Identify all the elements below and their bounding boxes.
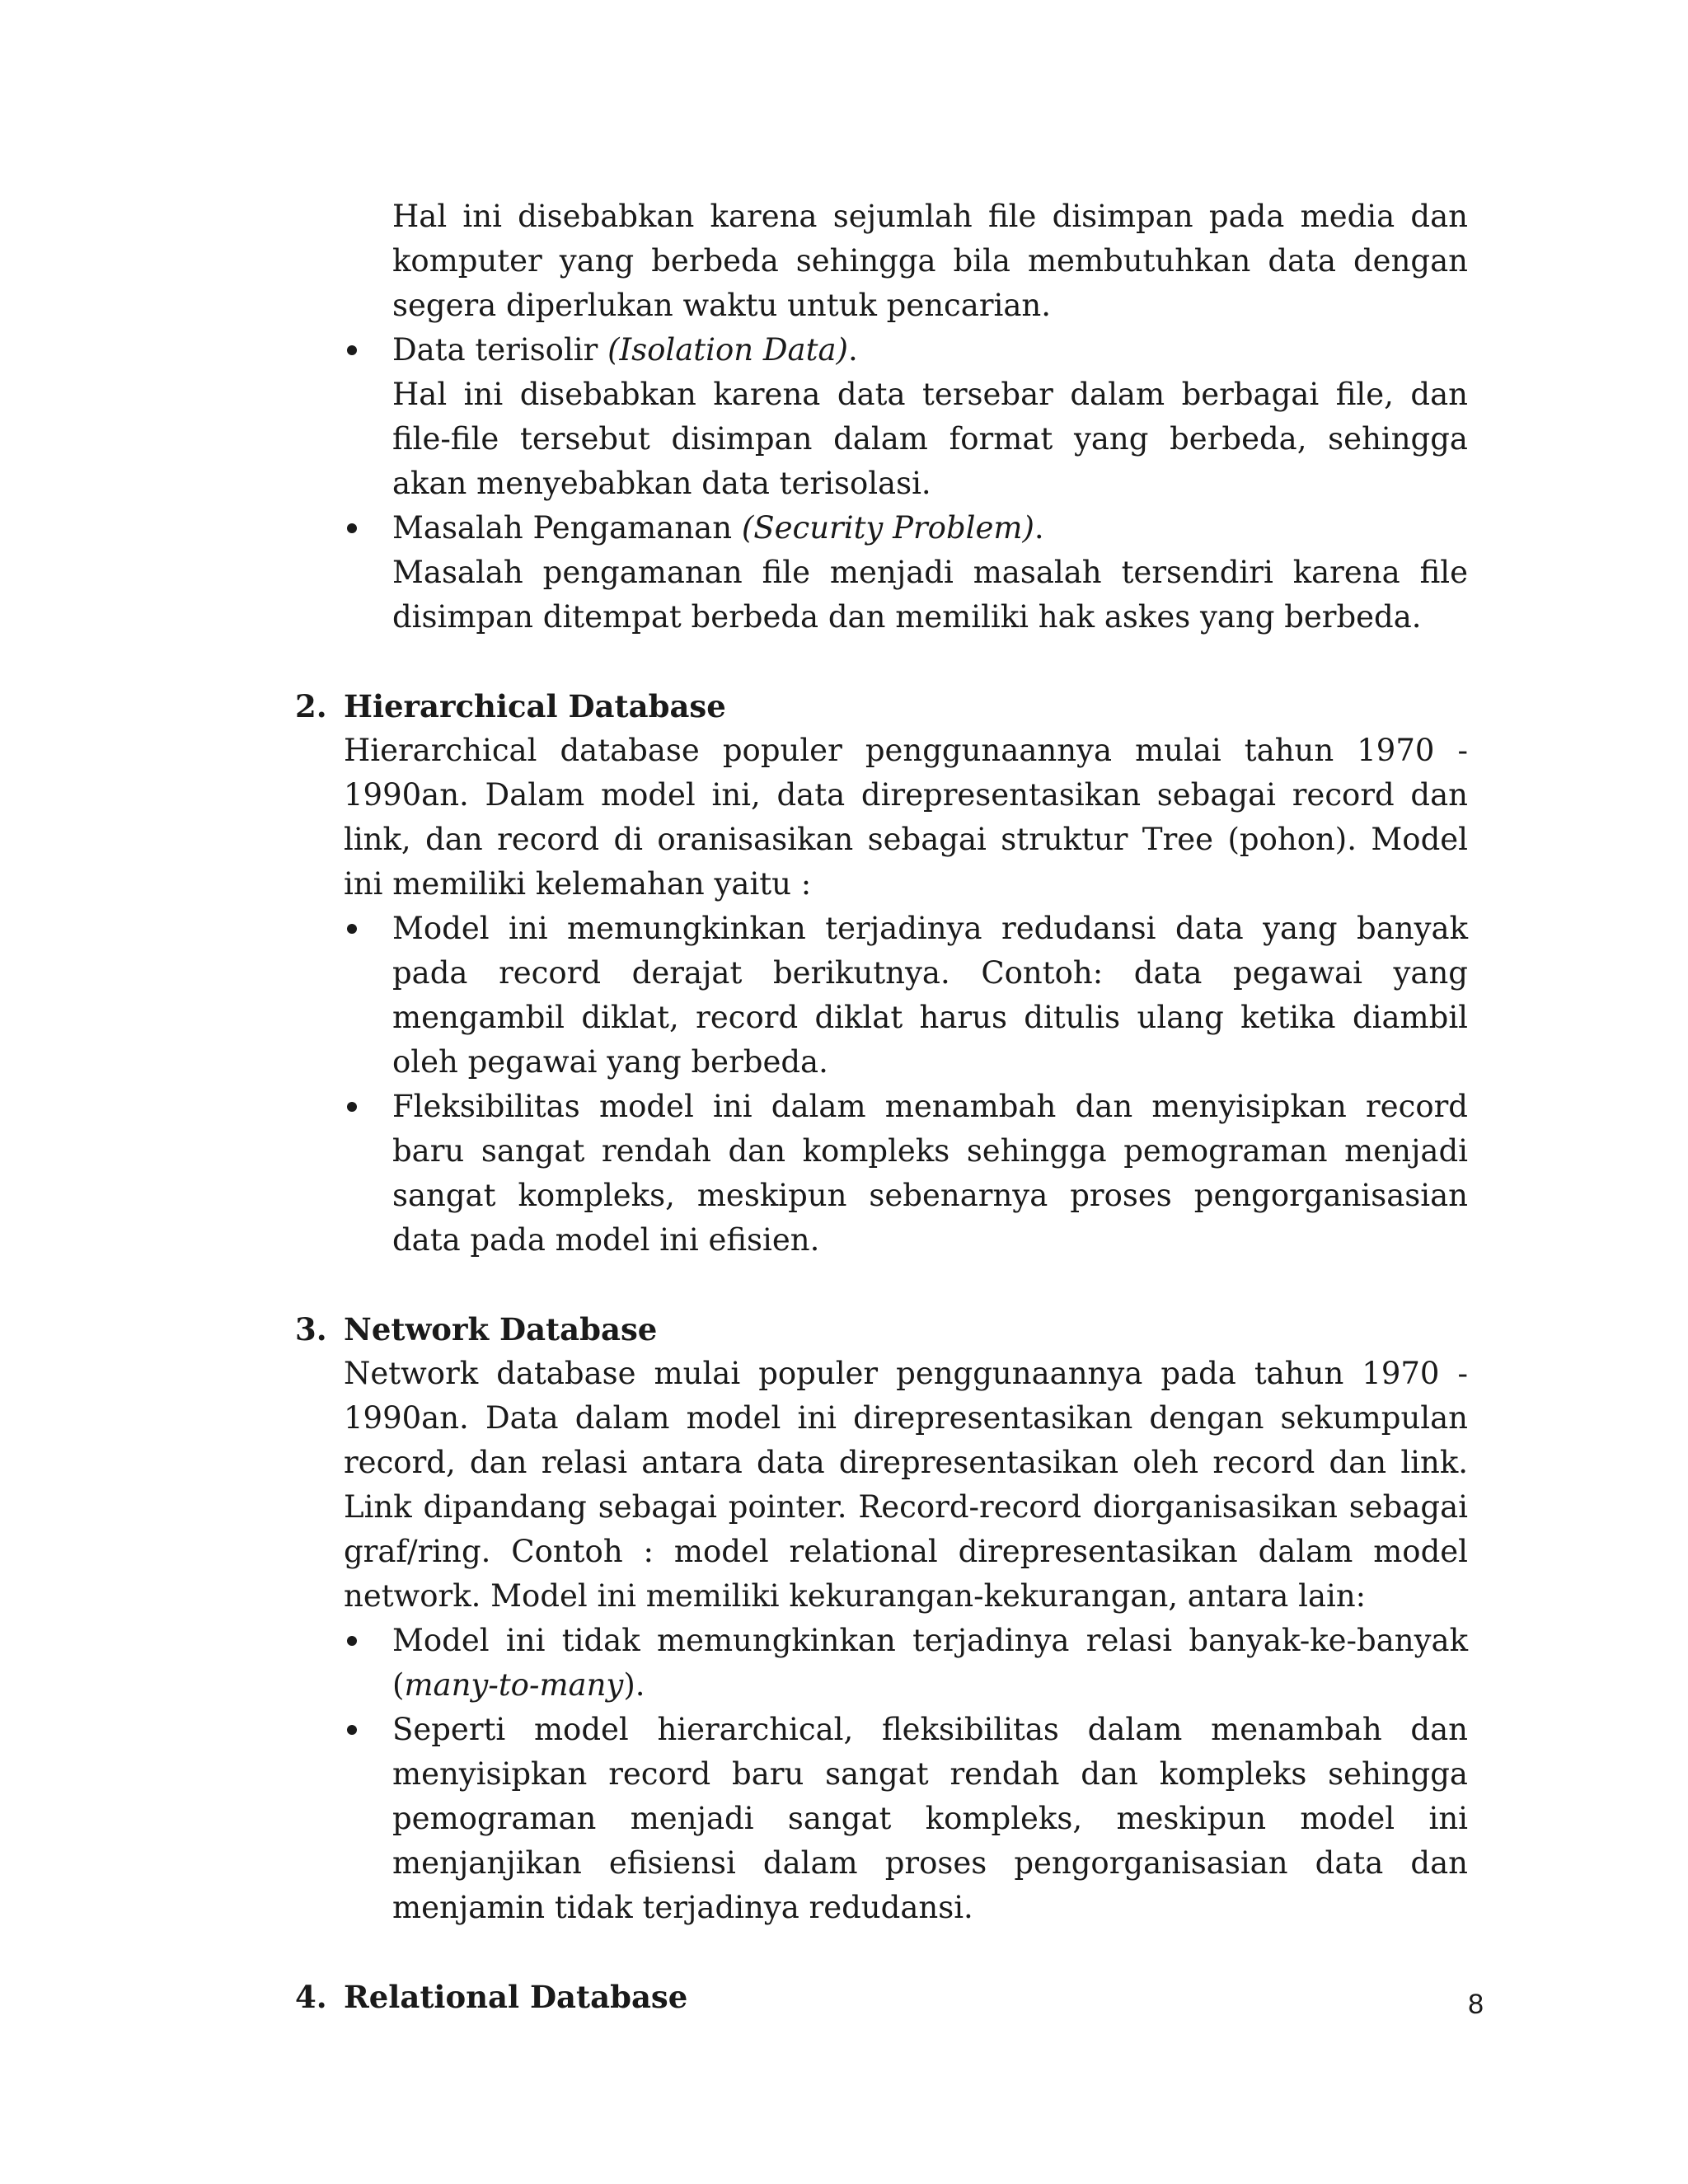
section-paragraph: Network database mulai populer penggunaannya pada tahun 1970 - 1990an. Data dalam model ini direpresentasikan dengan sekumpulan record, dan relasi antara data direpresentasikan oleh record dan link. Link dipandang sebagai pointer. Record-record diorganisasikan sebagai graf/ring. Contoh : model relational direpresentasikan dalam model network. Model ini memiliki kekurangan-kekurangan, antara lain: <box>344 1356 1468 1614</box>
section-number: 2. <box>295 688 327 724</box>
bullet-title: Masalah Pengamanan (Security Problem). <box>392 510 1044 546</box>
bullet-icon <box>347 1636 357 1646</box>
section-bullet-list <box>295 1619 1468 1930</box>
top-bullet-list <box>295 328 1468 640</box>
page-number: 8 <box>1468 1989 1484 2020</box>
list-item <box>295 907 1468 1085</box>
section-title: Relational Database <box>344 1979 688 2015</box>
list-item <box>295 328 1468 506</box>
list-item <box>295 1708 1468 1930</box>
section-title: Network Database <box>344 1311 658 1347</box>
section-paragraph: Hierarchical database populer penggunaannya mulai tahun 1970 - 1990an. Dalam model ini, data direpresentasikan sebagai record dan link, dan record di oranisasikan sebagai struktur Tree (pohon). Model ini memiliki kelemahan yaitu : <box>344 733 1468 902</box>
section-title: Hierarchical Database <box>344 688 726 724</box>
bullet-text: Seperti model hierarchical, fleksibilitas dalam menambah dan menyisipkan record baru sangat rendah dan kompleks sehingga pemograman menjadi sangat kompleks, meskipun model ini menjanjikan efisiensi dalam proses pengorganisasian data dan menjamin tidak terjadinya redudansi. <box>392 1712 1468 1925</box>
section-bullet-list <box>295 907 1468 1263</box>
list-item <box>295 1085 1468 1263</box>
bullet-text: Fleksibilitas model ini dalam menambah dan menyisipkan record baru sangat rendah dan kompleks sehingga pemograman menjadi sangat kompleks, meskipun sebenarnya proses pengorganisasian data pada model ini efisien. <box>392 1089 1468 1258</box>
bullet-icon <box>347 924 357 934</box>
bullet-title: Data terisolir (Isolation Data). <box>392 332 858 368</box>
bullet-icon <box>347 1102 357 1112</box>
section-heading-relational <box>295 1975 1468 2019</box>
section-heading-network <box>295 1307 1468 1352</box>
list-item <box>295 1619 1468 1708</box>
page-content <box>295 194 1468 2019</box>
bullet-text: Model ini memungkinkan terjadinya redudansi data yang banyak pada record derajat berikutnya. Contoh: data pegawai yang mengambil diklat, record diklat harus ditulis ulang ketika diambil oleh pegawai yang berbeda. <box>392 911 1468 1080</box>
section-number: 3. <box>295 1311 327 1347</box>
list-item <box>295 506 1468 640</box>
bullet-body: Hal ini disebabkan karena data tersebar dalam berbagai file, dan file-file tersebut disimpan dalam format yang berbeda, sehingga akan menyebabkan data terisolasi. <box>392 377 1468 501</box>
bullet-icon <box>347 345 357 355</box>
section-number: 4. <box>295 1979 327 2015</box>
section-heading-hierarchical <box>295 684 1468 729</box>
bullet-icon <box>347 523 357 533</box>
bullet-icon <box>347 1725 357 1735</box>
intro-paragraph: Hal ini disebabkan karena sejumlah file disimpan pada media dan komputer yang berbeda sehingga bila membutuhkan data dengan segera diperlukan waktu untuk pencarian. <box>392 199 1468 323</box>
bullet-text: Model ini tidak memungkinkan terjadinya relasi banyak-ke-banyak (many-to-many). <box>392 1623 1468 1703</box>
bullet-body: Masalah pengamanan file menjadi masalah tersendiri karena file disimpan ditempat berbeda dan memiliki hak askes yang berbeda. <box>392 555 1468 635</box>
